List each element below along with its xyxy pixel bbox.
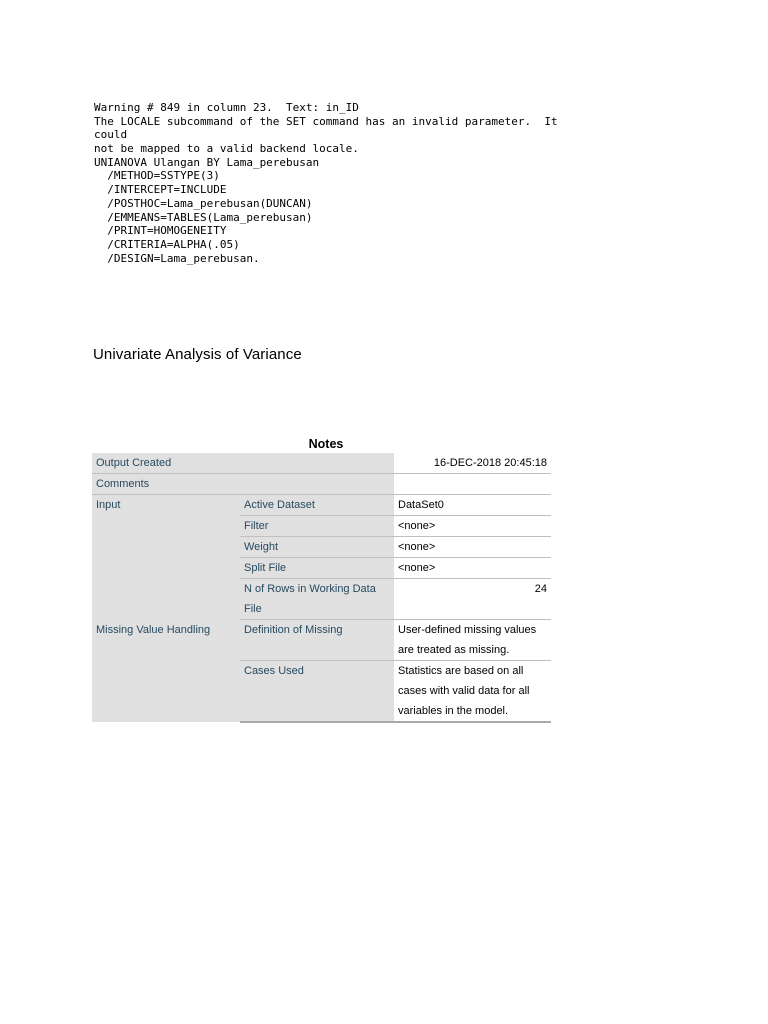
cases-used-value: Statistics are based on all cases with valid data for all variables in the model. — [394, 661, 551, 723]
log-line: not be mapped to a valid backend locale. — [94, 142, 359, 156]
log-line: /DESIGN=Lama_perebusan. — [94, 251, 260, 265]
comments-value — [394, 474, 551, 495]
log-line: /INTERCEPT=INCLUDE — [94, 183, 227, 197]
notes-table — [92, 453, 551, 723]
row-subheader-filter: Filter — [240, 516, 394, 537]
row-header-missing-value-handling: Missing Value Handling — [92, 620, 240, 723]
table-row — [92, 453, 551, 474]
row-subheader-definition-of-missing: Definition of Missing — [240, 620, 394, 661]
table-row — [92, 495, 551, 516]
n-rows-value: 24 — [394, 579, 551, 620]
log-line: The LOCALE subcommand of the SET command has an invalid parameter. It — [94, 114, 558, 128]
row-header-output-created: Output Created — [92, 453, 394, 474]
log-line: /PRINT=HOMOGENEITY — [94, 224, 227, 238]
definition-of-missing-value: User-defined missing values are treated as missing. — [394, 620, 551, 661]
active-dataset-value: DataSet0 — [394, 495, 551, 516]
log-line: Warning # 849 in column 23. Text: in_ID — [94, 101, 359, 114]
log-line: /METHOD=SSTYPE(3) — [94, 169, 220, 183]
row-header-comments: Comments — [92, 474, 394, 495]
notes-table-title: Notes — [308, 437, 344, 451]
log-line: /CRITERIA=ALPHA(.05) — [94, 237, 240, 251]
syntax-log — [94, 101, 558, 265]
table-row — [92, 474, 551, 495]
row-subheader-active-dataset: Active Dataset — [240, 495, 394, 516]
table-row — [92, 620, 551, 661]
log-line: could — [94, 128, 128, 142]
row-subheader-weight: Weight — [240, 537, 394, 558]
log-line: /EMMEANS=TABLES(Lama_perebusan) — [94, 210, 313, 224]
log-line: /POSTHOC=Lama_perebusan(DUNCAN) — [94, 196, 313, 210]
output-created-value: 16-DEC-2018 20:45:18 — [394, 453, 551, 474]
weight-value: <none> — [394, 537, 551, 558]
page-title: Univariate Analysis of Variance — [93, 346, 302, 363]
split-file-value: <none> — [394, 558, 551, 579]
row-subheader-n-rows: N of Rows in Working Data File — [240, 579, 394, 620]
filter-value: <none> — [394, 516, 551, 537]
row-subheader-cases-used: Cases Used — [240, 661, 394, 723]
log-line: UNIANOVA Ulangan BY Lama_perebusan — [94, 155, 320, 169]
row-subheader-split-file: Split File — [240, 558, 394, 579]
row-header-input: Input — [92, 495, 240, 620]
